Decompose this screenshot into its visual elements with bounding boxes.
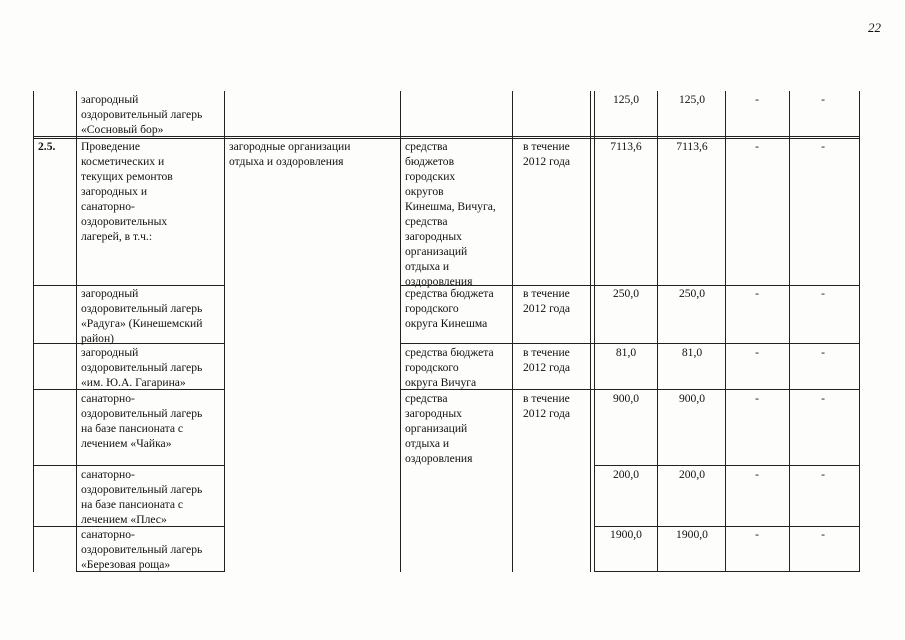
grid-line [590,91,591,572]
row-period: в течение 2012 года [523,140,571,168]
row-source: средства загородных организаций отдыха и оздоровления [405,392,473,465]
value-2: 1900,0 [676,528,708,541]
value-4: - [821,287,825,300]
value-3: - [755,287,759,300]
value-3: - [755,140,759,153]
value-4: - [821,528,825,541]
row-source: средства бюджетов городских округов Кинешма, Вичуга, средства загородных организаций отдыха и оздоровления [405,140,496,288]
row-name: Проведение косметических и текущих ремонтов загородных и санаторно- оздоровительных лагерей, в т.ч.: [81,140,173,243]
grid-line [76,91,77,572]
value-1: 81,0 [615,346,637,359]
value-4: - [821,93,825,106]
value-1: 125,0 [612,93,640,106]
value-3: - [755,346,759,359]
value-1: 1900,0 [610,528,642,541]
grid-line [789,91,790,572]
row-period: в течение 2012 года [523,392,571,420]
value-4: - [821,392,825,405]
page-number: 22 [868,20,881,35]
row-name: санаторно- оздоровительный лагерь на базе пансионата с лечением «Плес» [81,468,203,526]
value-2: 125,0 [678,93,706,106]
value-3: - [755,468,759,481]
value-2: 250,0 [678,287,706,300]
row-name: загородный оздоровительный лагерь «Сосновый бор» [81,93,203,136]
row-source: средства бюджета городского округа Вичуга [405,346,494,389]
grid-line [224,91,225,572]
grid-line [33,465,224,466]
row-source: средства бюджета городского округа Кинешма [405,287,494,330]
row-name: загородный оздоровительный лагерь «им. Ю.А. Гагарина» [81,346,203,389]
grid-line [725,91,726,572]
value-1: 900,0 [612,392,640,405]
grid-line [400,91,401,572]
row-period: в течение 2012 года [523,346,571,374]
value-2: 81,0 [681,346,703,359]
grid-line [33,91,34,572]
value-3: - [755,392,759,405]
grid-line [400,343,859,344]
value-3: - [755,93,759,106]
value-1: 250,0 [612,287,640,300]
row-name: загородный оздоровительный лагерь «Радуга» (Кинешемский район) [81,287,203,345]
grid-line [594,571,859,572]
row-name: санаторно- оздоровительный лагерь «Березовая роща» [81,528,203,571]
value-4: - [821,346,825,359]
value-2: 200,0 [678,468,706,481]
value-2: 900,0 [678,392,706,405]
row-executor: загородные организации отдыха и оздоровления [229,140,351,168]
grid-line [594,91,595,572]
grid-line [594,465,859,466]
grid-line [657,91,658,572]
value-4: - [821,140,825,153]
value-4: - [821,468,825,481]
row-name: санаторно- оздоровительный лагерь на базе пансионата с лечением «Чайка» [81,392,203,450]
value-1: 200,0 [612,468,640,481]
grid-line [859,91,860,572]
value-3: - [755,528,759,541]
row-period: в течение 2012 года [523,287,571,315]
row-number: 2.5. [38,140,56,153]
value-1: 7113,6 [610,140,642,153]
grid-line [512,91,513,572]
value-2: 7113,6 [676,140,708,153]
